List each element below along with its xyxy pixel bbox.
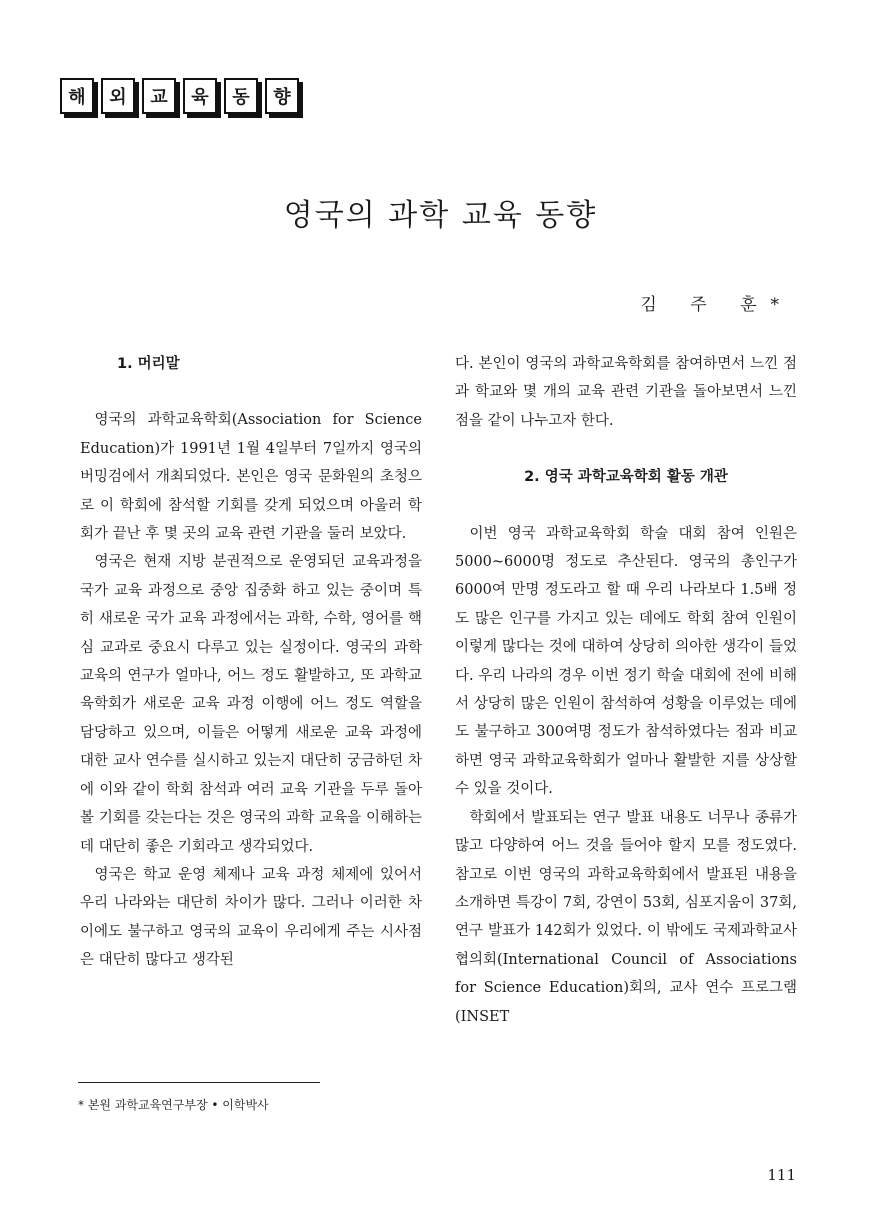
paragraph: 학회에서 발표되는 연구 발표 내용도 너무나 종류가 많고 다양하여 어느 것을 들어야 할지 모를 정도였다. 참고로 이번 영국의 과학교육학회에서 발표된 내용을 소개하면 특강이 7회, 강연이 53회, 심포지움이 37회, 연구 발표가 142회가 있었다. 이 밖에도 국제과학교사협의회(International Council of Associations for Science Education)회의, 교사 연수 프로그램(INSET [455, 809, 797, 1025]
article-title: 영국의 과학 교육 동향 [283, 198, 598, 233]
author-name: 김 주 훈* [640, 295, 793, 315]
paragraph: 영국의 과학교육학회(Association for Science Education)가 1991년 1월 4일부터 7일까지 영국의 버밍검에서 개최되었다. 본인은 영국 문화원의 초청으로 이 학회에 참석할 기회를 갖게 되었으며 아울러 학회가 끝난 후 몇 곳의 교육 관련 기관을 둘러 보았다. [80, 412, 422, 543]
banner-char: 동 [224, 78, 258, 114]
banner-char: 외 [101, 78, 135, 114]
banner-char: 향 [265, 78, 299, 114]
right-column [455, 350, 797, 1031]
footnote: * 본원 과학교육연구부장 • 이학박사 [78, 1098, 269, 1112]
section-heading-overview: 2. 영국 과학교육학회 활동 개관 [524, 469, 728, 486]
banner-char: 해 [60, 78, 94, 114]
banner-char: 육 [183, 78, 217, 114]
section-banner [60, 78, 306, 114]
paragraph: 이번 영국 과학교육학회 학술 대회 참여 인원은 5000~6000명 정도로 추산된다. 영국의 총인구가 6000여 만명 정도라고 할 때 우리 나라보다 1.5배 정도 많은 인구를 가지고 있는 데에도 학회 참여 인원이 이렇게 많다는 것에 대하여 상당히 의아한 생각이 들었다. 우리 나라의 경우 이번 정기 학술 대회에 전에 비해서 상당히 많은 인원이 참석하여 성황을 이루었는 데에도 불구하고 300여명 정도가 참석하였다는 점과 비교하면 영국 과학교육학회가 얼마나 활발한 지를 상상할 수 있을 것이다. [455, 525, 797, 798]
left-column [80, 350, 422, 975]
paragraph: 영국은 현재 지방 분권적으로 운영되던 교육과정을 국가 교육 과정으로 중앙 집중화 하고 있는 중이며 특히 새로운 국가 교육 과정에서는 과학, 수학, 영어를 핵심 교과로 중요시 다루고 있는 실정이다. 영국의 과학 교육의 연구가 얼마나, 어느 정도 활발하고, 또 과학교육학회가 새로운 교육 과정 이행에 어느 정도 역할을 담당하고 있으며, 이들은 어떻게 새로운 교육 과정에 대한 교사 연수를 실시하고 있는지 대단히 궁금하던 차에 이와 같이 학회 참석과 여러 교육 기관을 두루 돌아 볼 기회를 갖는다는 것은 영국의 과학 교육을 이해하는 데 대단히 좋은 기회라고 생각되었다. [80, 554, 422, 855]
paragraph: 영국은 학교 운영 체제나 교육 과정 체제에 있어서 우리 나라와는 대단히 차이가 많다. 그러나 이러한 차이에도 불구하고 영국의 교육이 우리에게 주는 시사점은 대단히 많다고 생각된 [80, 866, 422, 969]
section-heading-intro: 1. 머리말 [117, 356, 180, 372]
paragraph-continued: 다. 본인이 영국의 과학교육학회를 참여하면서 느낀 점과 학교와 몇 개의 교육 관련 기관을 돌아보면서 느낀 점을 같이 나누고자 한다. [455, 356, 797, 429]
banner-char: 교 [142, 78, 176, 114]
page-number: 111 [767, 1166, 796, 1184]
footnote-divider [78, 1082, 320, 1083]
